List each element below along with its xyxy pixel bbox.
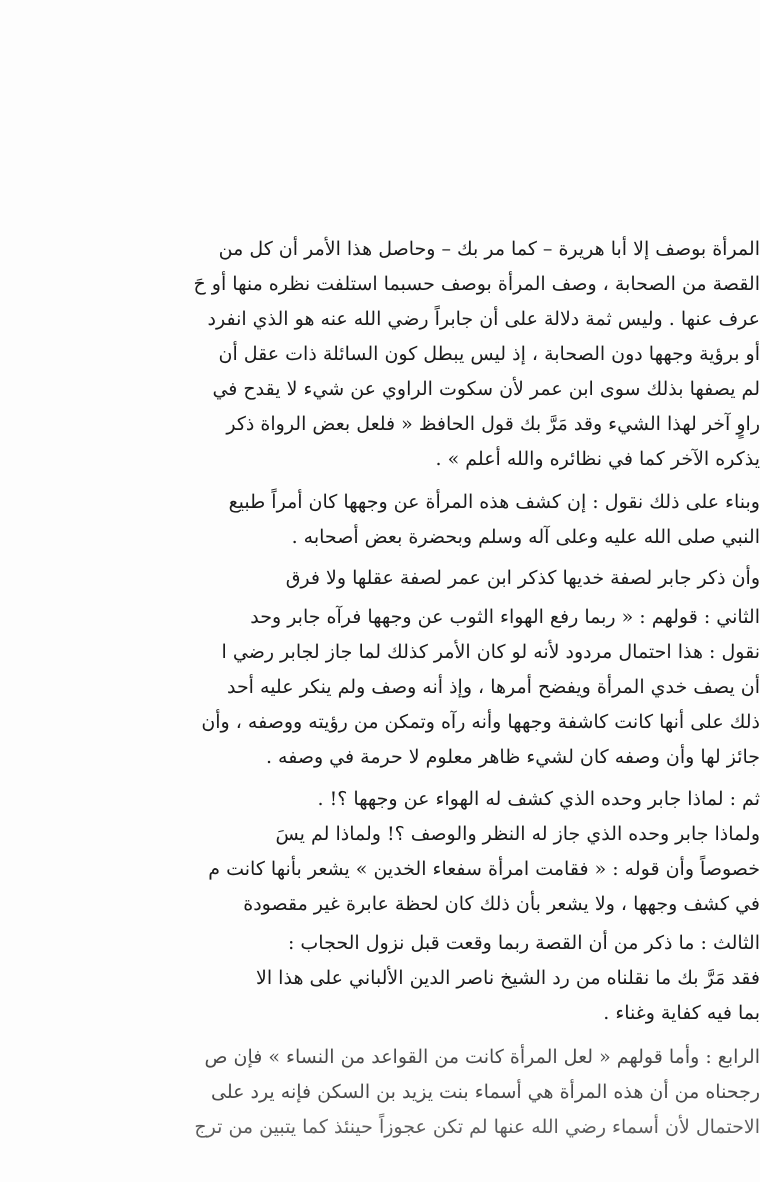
text-line: ثم : لماذا جابر وحده الذي كشف له الهواء عن وجهها ؟! .: [317, 788, 760, 810]
text-line: أن يصف خدي المرأة ويفضح أمرها ، وإذ أنه وصف ولم ينكر عليه أحد: [226, 676, 760, 698]
text-line: الرابع : وأما قولهم « لعل المرأة كانت من القواعد من النساء » فإن ص: [204, 1046, 760, 1068]
text-line: رجحناه من أن هذه المرأة هي أسماء بنت يزيد بن السكن فإنه يرد على: [210, 1081, 760, 1103]
text-line: ذلك على أنها كانت كاشفة وجهها وأنه رآه وتمكن من رؤيته ووصفه ، وأن: [201, 711, 760, 733]
text-line: ولماذا جابر وحده الذي جاز له النظر والوصف ؟! ولماذا لم يسَ: [275, 823, 760, 845]
text-line: بما فيه كفاية وغناء .: [603, 1002, 760, 1024]
text-line: يذكره الآخر كما في نظائره والله أعلم » .: [435, 448, 760, 470]
text-line: الثاني : قولهم : « ربما رفع الهواء الثوب عن وجهها فرآه جابر وحد: [250, 606, 760, 628]
text-line: فقد مَرَّ بك ما نقلناه من رد الشيخ ناصر الدين الألباني على هذا الا: [256, 967, 760, 989]
text-line: الثالث : ما ذكر من أن القصة ربما وقعت قبل نزول الحجاب :: [287, 932, 760, 954]
text-line: أو برؤية وجهها دون الصحابة ، إذ ليس يبطل كون السائلة ذات عقل أن: [218, 343, 760, 365]
text-line: راوٍ آخر لهذا الشيء وقد مَرَّ بك قول الحافظ « فلعل بعض الرواة ذكر: [226, 413, 760, 435]
text-line: الاحتمال لأن أسماء رضي الله عنها لم تكن عجوزاً حينئذ كما يتبين من ترج: [194, 1116, 760, 1138]
text-line: نقول : هذا احتمال مردود لأنه لو كان الأمر كذلك لما جاز لجابر رضي ا: [221, 641, 760, 663]
text-line: جائز لها وأن وصفه كان لشيء ظاهر معلوم لا حرمة في وصفه .: [265, 746, 760, 768]
text-line: عرف عنها . وليس ثمة دلالة على أن جابراً رضي الله عنه هو الذي انفرد: [207, 308, 760, 330]
text-line: القصة من الصحابة ، وصف المرأة بوصف حسبما استلفت نظره منها أو حَ: [193, 273, 760, 295]
text-line: المرأة بوصف إلا أبا هريرة – كما مر بك – وحاصل هذا الأمر أن كل من: [218, 238, 760, 260]
text-line: لم يصفها بذلك سوى ابن عمر لأن سكوت الراوي عن شيء لا يقدح في: [212, 378, 760, 400]
text-line: وبناء على ذلك نقول : إن كشف هذه المرأة عن وجهها كان أمراً طبيع: [228, 491, 760, 513]
text-line: خصوصاً وأن قوله : « فقامت امرأة سفعاء الخدين » يشعر بأنها كانت م: [208, 858, 760, 880]
text-line: في كشف وجهها ، ولا يشعر بأن ذلك كان لحظة عابرة غير مقصودة: [243, 893, 760, 915]
text-line: النبي صلى الله عليه وعلى آله وسلم وبحضرة بعض أصحابه .: [291, 526, 760, 548]
text-line: وأن ذكر جابر لصفة خديها كذكر ابن عمر لصفة عقلها ولا فرق: [285, 567, 760, 589]
